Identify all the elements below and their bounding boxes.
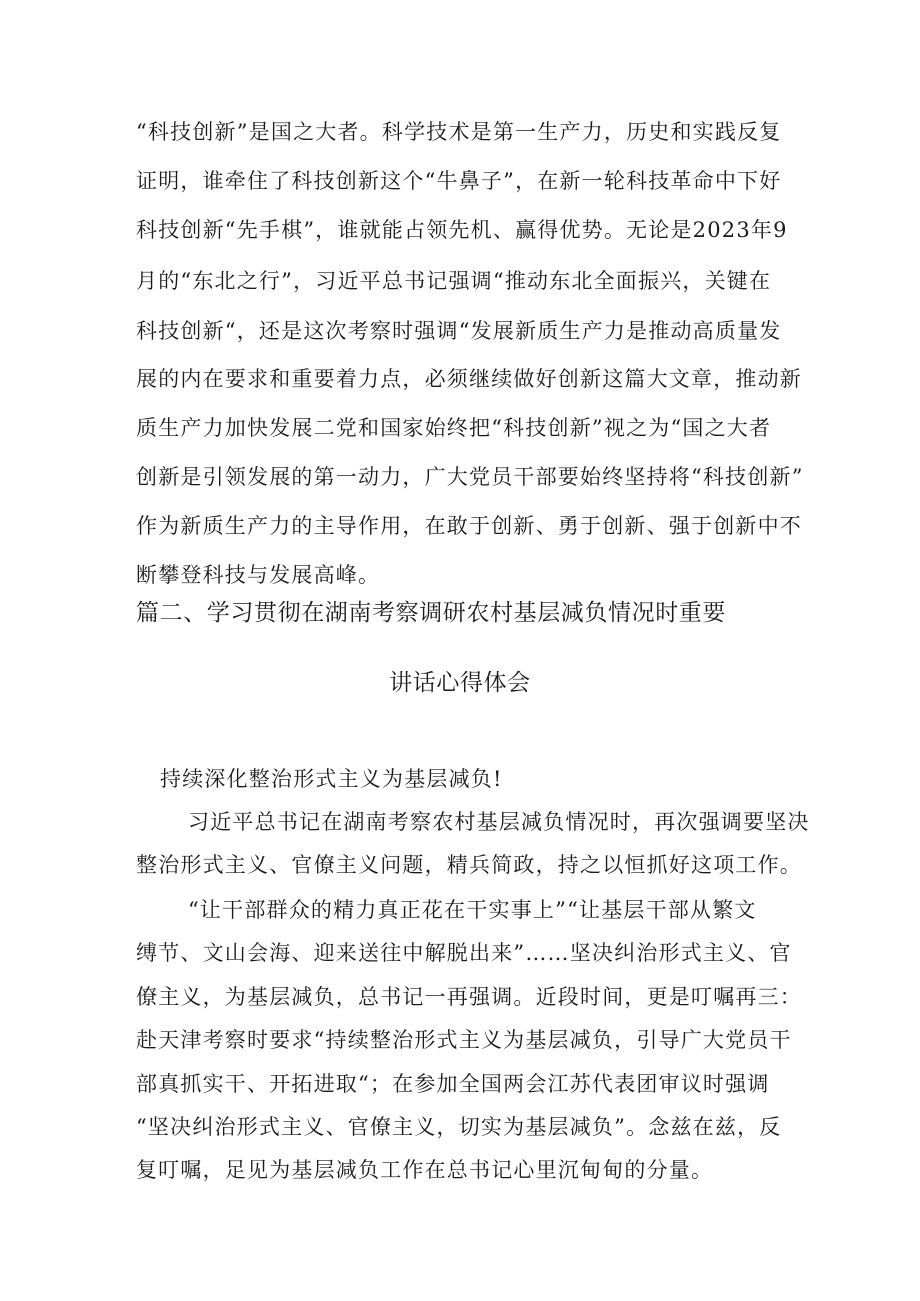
text-line: 创新是引领发展的第一动力，广大党员干部要始终坚持将“科技创新”	[136, 465, 804, 489]
text-line: 月的“东北之行”，习近平总书记强调“推动东北全面振兴，关键在	[136, 269, 772, 293]
text-line: 断攀登科技与发展高峰。	[136, 563, 381, 587]
text-line: 科技创新“，还是这次考察时强调“发展新质生产力是推动高质量发	[136, 319, 782, 343]
text-line: “坚决纠治形式主义、官僚主义，切实为基层减负”。念兹在兹，反	[136, 1115, 782, 1139]
text-line: 证明，谁牵住了科技创新这个“牛鼻子”，在新一轮科技革命中下好	[136, 169, 782, 193]
text-line: 缚节、文山会海、迎来送往中解脱出来”……坚决纠治形式主义、官	[136, 941, 792, 965]
text-line: 部真抓实干、开拓进取“；在参加全国两会江苏代表团审议时强调	[136, 1072, 770, 1096]
text-line: 习近平总书记在湖南考察农村基层减负情况时，再次强调要坚决	[188, 810, 810, 834]
text-line: 僚主义，为基层减负，总书记一再强调。近段时间，更是叮嘱再三：	[136, 985, 802, 1009]
section-heading: 篇二、学习贯彻在湖南考察调研农村基层减负情况时重要	[136, 600, 726, 626]
text-line: 展的内在要求和重要着力点，必须继续做好创新这篇大文章，推动新	[136, 367, 802, 391]
text-line: “科技创新”是国之大者。科学技术是第一生产力，历史和实践反复	[136, 120, 782, 144]
text-line: 科技创新“先手棋”，谁就能占领先机、赢得优势。无论是2023年9	[136, 218, 788, 242]
text-line: 质生产力加快发展二党和国家始终把“科技创新”视之为“国之大者	[136, 416, 772, 440]
text-line: 整治形式主义、官僚主义问题，精兵简政，持之以恒抓好这项工作。	[136, 853, 802, 877]
text-line: 赴天津考察时要求“持续整治形式主义为基层减负，引导广大党员干	[136, 1028, 792, 1052]
section-heading-continued: 讲话心得体会	[389, 670, 531, 696]
subtitle: 持续深化整治形式主义为基层减负!	[160, 767, 503, 791]
text-line: 复叮嘱，足见为基层减负工作在总书记心里沉甸甸的分量。	[136, 1158, 714, 1182]
text-line: 作为新质生产力的主导作用，在敢于创新、勇于创新、强于创新中不	[136, 514, 802, 538]
text-line: “让干部群众的精力真正花在干实事上”“让基层干部从繁文	[188, 898, 757, 922]
